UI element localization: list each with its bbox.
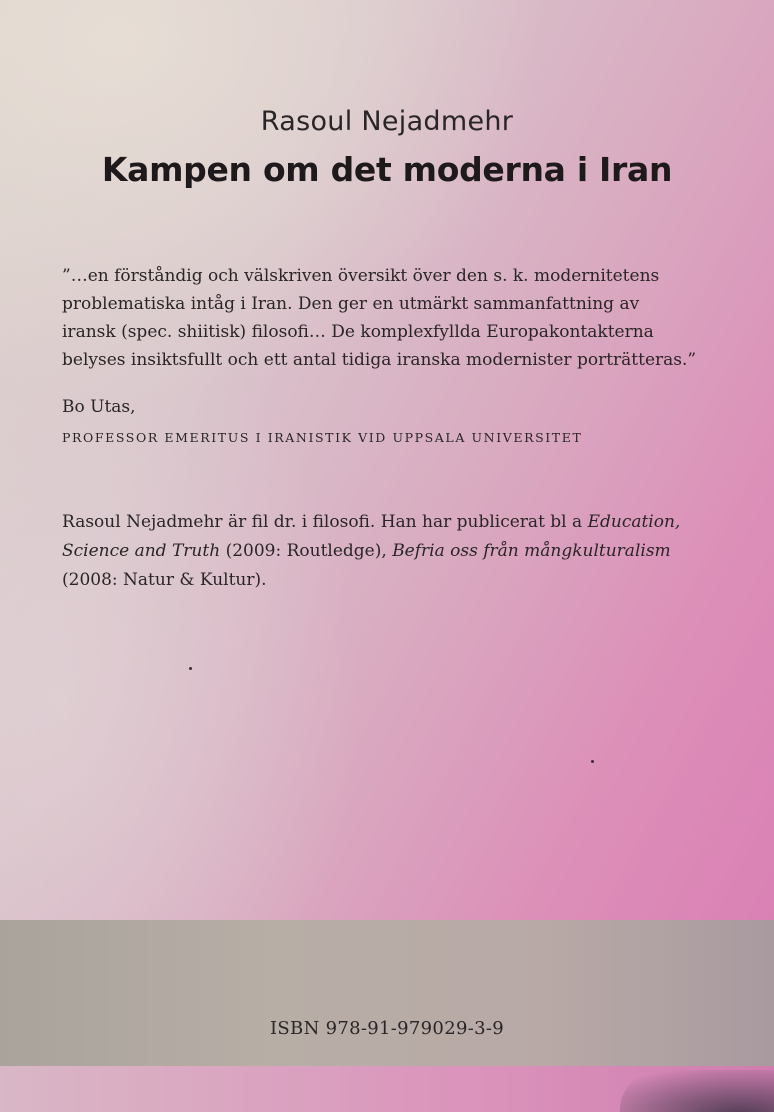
bio-line: (2008: Natur & Kultur).	[62, 570, 267, 590]
quote-line: iransk (spec. shiitisk) filosofi… De komplexfyllda Europakontakterna	[62, 322, 654, 342]
book-title: Kampen om det moderna i Iran	[101, 150, 673, 189]
isbn-number: ISBN 978-91-979029-3-9	[270, 1018, 504, 1039]
bio-text: Rasoul Nejadmehr är fil dr. i filosofi. Han har publicerat bl a	[62, 512, 588, 532]
speck	[591, 760, 594, 763]
bio-text: (2009: Routledge),	[220, 541, 393, 561]
isbn-band	[0, 920, 774, 1066]
author-name: Rasoul Nejadmehr	[260, 106, 514, 137]
speck	[189, 667, 192, 670]
quote-line: problematiska intåg i Iran. Den ger en utmärkt sammanfattning av	[62, 294, 640, 314]
reviewer-title: PROFESSOR EMERITUS I IRANISTIK VID UPPSALA UNIVERSITET	[62, 430, 583, 445]
bio-line	[62, 537, 742, 566]
shadow-decoration	[620, 1070, 774, 1112]
bio-line	[62, 508, 742, 537]
review-quote	[62, 262, 722, 374]
quote-line: ”…en förståndig och välskriven översikt över den s. k. modernitetens	[62, 266, 660, 286]
quote-line: belyses insiktsfullt och ett antal tidiga iranska modernister porträtteras.”	[62, 350, 697, 370]
reviewer-name: Bo Utas,	[62, 397, 136, 417]
author-bio	[62, 508, 742, 595]
book-reference: Education,	[587, 512, 681, 532]
book-reference: Science and Truth	[62, 541, 221, 561]
book-reference: Befria oss från mångkulturalism	[392, 541, 671, 561]
